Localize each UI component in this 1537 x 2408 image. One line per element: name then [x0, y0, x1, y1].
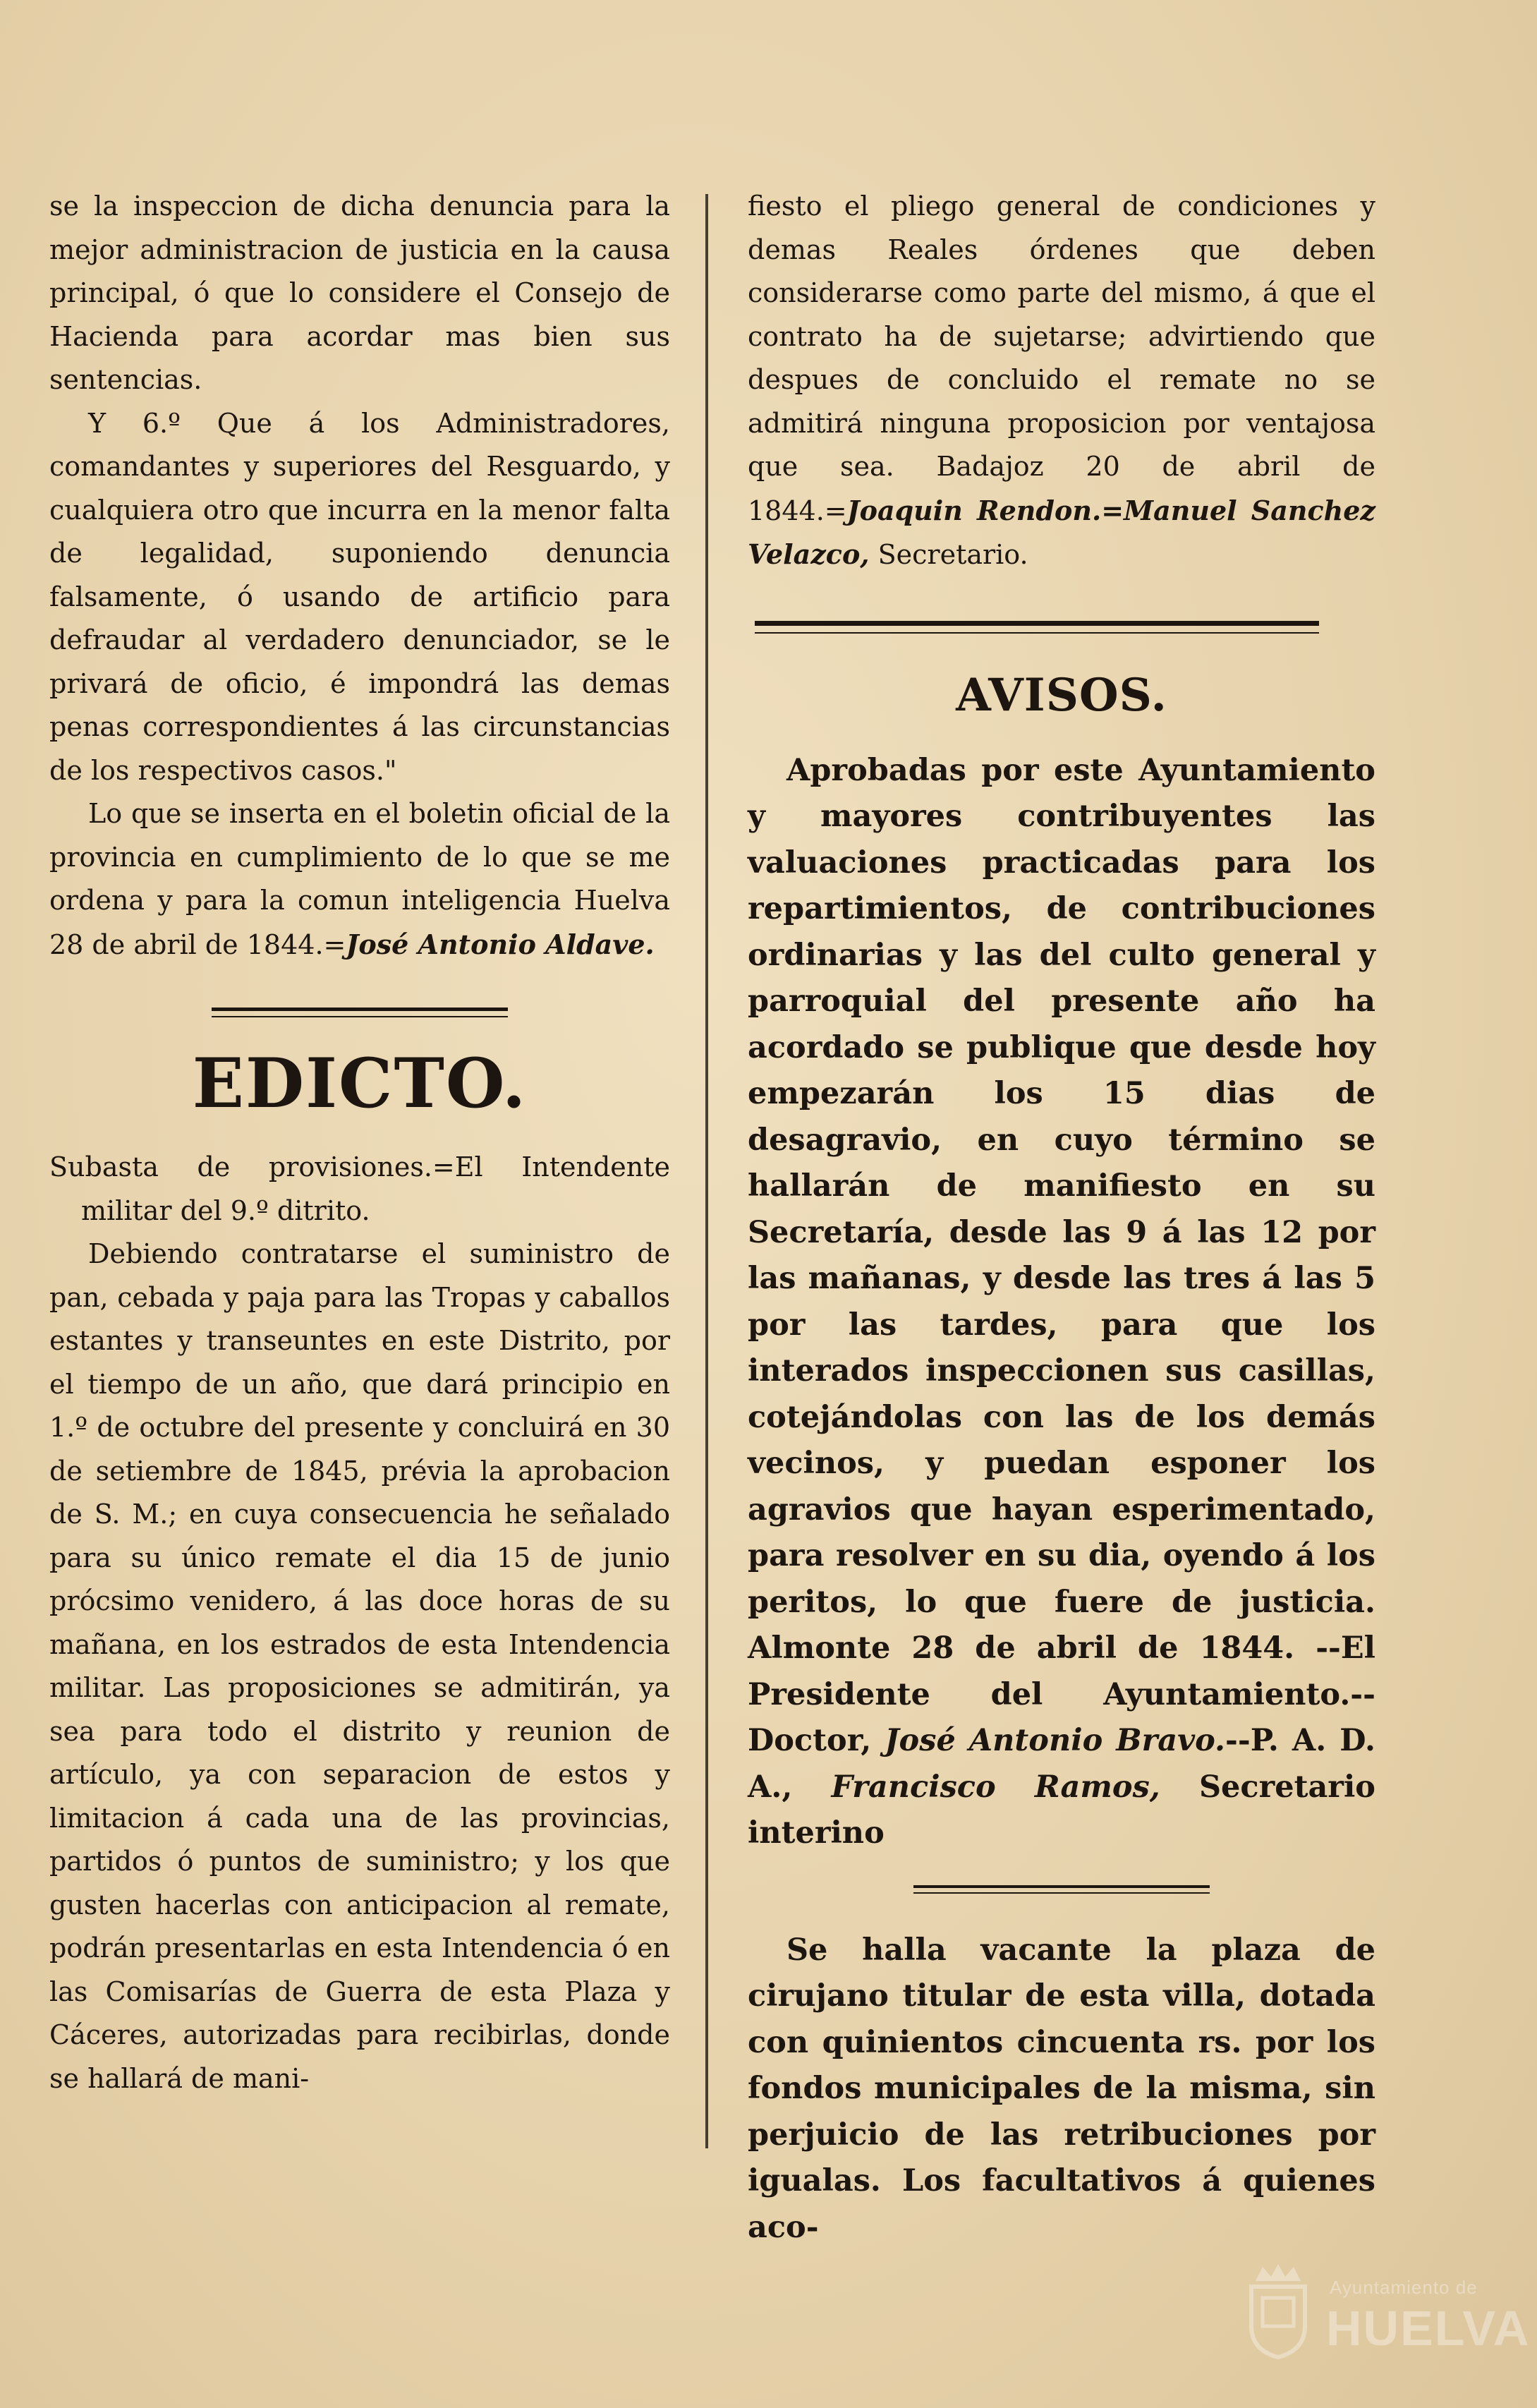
left-paragraph-1: se la inspeccion de dicha denuncia para la mejor administracion de justicia en la causa principal, ó que lo considere el Consejo de Hacienda para acordar mas bien sus sentencias. — [49, 190, 670, 395]
crown-shield-icon — [1241, 2261, 1316, 2360]
section-divider — [212, 1008, 508, 1017]
left-paragraph-2: Y 6.º Que á los Administradores, comandantes y superiores del Resguardo, y cualquiera otro que incurra en la menor falta de legalidad, suponiendo denuncia falsamente, ó usando de artificio para defraudar al verdadero denunciador, se le privará de oficio, é impondrá las demas penas correspondientes á las circunstancias de los respectivos casos." — [49, 407, 670, 786]
column-rule — [705, 194, 708, 2148]
aviso-divider — [913, 1885, 1210, 1894]
right-paragraph-1-text: fiesto el pliego general de condiciones y demas Reales órdenes que deben considerarse como parte del mismo, á que el contrato ha de sujetarse; advirtiendo que despues de concluido el remate no se admitirá ninguna proposicion por ventajosa que sea. Badajoz 20 de abril de 1844.= — [748, 190, 1375, 526]
signature-rendon-sanchez: Joaquin Rendon.=Manuel Sanchez Velazco, — [748, 494, 1375, 570]
edicto-subtitle: Subasta de provisiones.=El Intendente militar del 9.º ditrito. — [49, 1151, 670, 1226]
avisos-heading: AVISOS. — [956, 668, 1167, 722]
archive-watermark — [1241, 2261, 1531, 2367]
aviso-1-tail: Secretario interino — [748, 1769, 1375, 1851]
aviso-1-text: Aprobadas por este Ayuntamiento y mayores contribuyentes las valuaciones practicadas para los repartimientos, de contribuciones ordinarias y las del culto general y parroquial del presente año ha acordado se publique que desde hoy empezarán los 15 dias de desagravio, en cuyo término se hallarán de manifiesto en su Secretaría, desde las 9 á las 12 por las mañanas, y desde las tres á las 5 por las tardes, para que los interados inspeccionen sus casillas, cotejándolas con las de los demás vecinos, y puedan esponer los agravios que hayan esperimentado, para resolver en su dia, oyendo á los peritos, lo que fuere de justicia. Almonte 28 de abril de 1844. --El Presidente del Ayuntamiento.--Doctor, — [748, 752, 1375, 1758]
aviso-1 — [748, 748, 1375, 1857]
signature-ramos: Francisco Ramos, — [831, 1769, 1160, 1805]
signature-aldave: José Antonio Aldave. — [346, 928, 655, 960]
aviso-1-mid: --P. A. D. A., — [748, 1723, 1375, 1805]
right-column — [748, 185, 1375, 2251]
watermark-big-text: HUELVA — [1326, 2301, 1531, 2356]
right-paragraph-1-tail: Secretario. — [869, 539, 1028, 570]
signature-bravo: José Antonio Bravo. — [885, 1723, 1226, 1758]
edicto-body: Debiendo contratarse el suministro de pan, cebada y paja para las Tropas y caballos estantes y transeuntes en este Distrito, por el tiempo de un año, que dará principio en 1.º de octubre del presente y concluirá en 30 de setiembre de 1845, prévia la aprobacion de S. M.; en cuya consecuencia he señalado para su único remate el dia 15 de junio prócsimo venidero, á las doce horas de su mañana, en los estrados de esta Intendencia militar. Las proposiciones se admitirán, ya sea para todo el distrito y reunion de artículo, ya con separacion de estos y limitacion á cada una de las provincias, partidos ó puntos de suministro; y los que gusten hacerlas con anticipacion al remate, podrán presentarlas en esta Intendencia ó en las Comisarías de Guerra de esta Plaza y Cáceres, autorizadas para recibirlas, donde se hallará de mani- — [49, 1238, 670, 2094]
left-paragraph-3 — [49, 792, 670, 967]
aviso-2: Se halla vacante la plaza de cirujano titular de esta villa, dotada con quinientos cincuenta rs. por los fondos municipales de la misma, sin perjuicio de las retribuciones por igualas. Los facultativos á quienes aco- — [748, 1932, 1375, 2245]
right-paragraph-1 — [748, 185, 1375, 577]
edicto-heading: EDICTO. — [192, 1043, 528, 1123]
left-column — [49, 185, 670, 2100]
left-paragraph-3-text: Lo que se inserta en el boletin oficial de la provincia en cumplimiento de lo que se me ordena y para la comun inteligencia Huelva 28 de abril de 1844.= — [49, 798, 670, 960]
watermark-small-text: Ayuntamiento de — [1330, 2277, 1478, 2298]
section-divider-thick — [755, 621, 1319, 634]
